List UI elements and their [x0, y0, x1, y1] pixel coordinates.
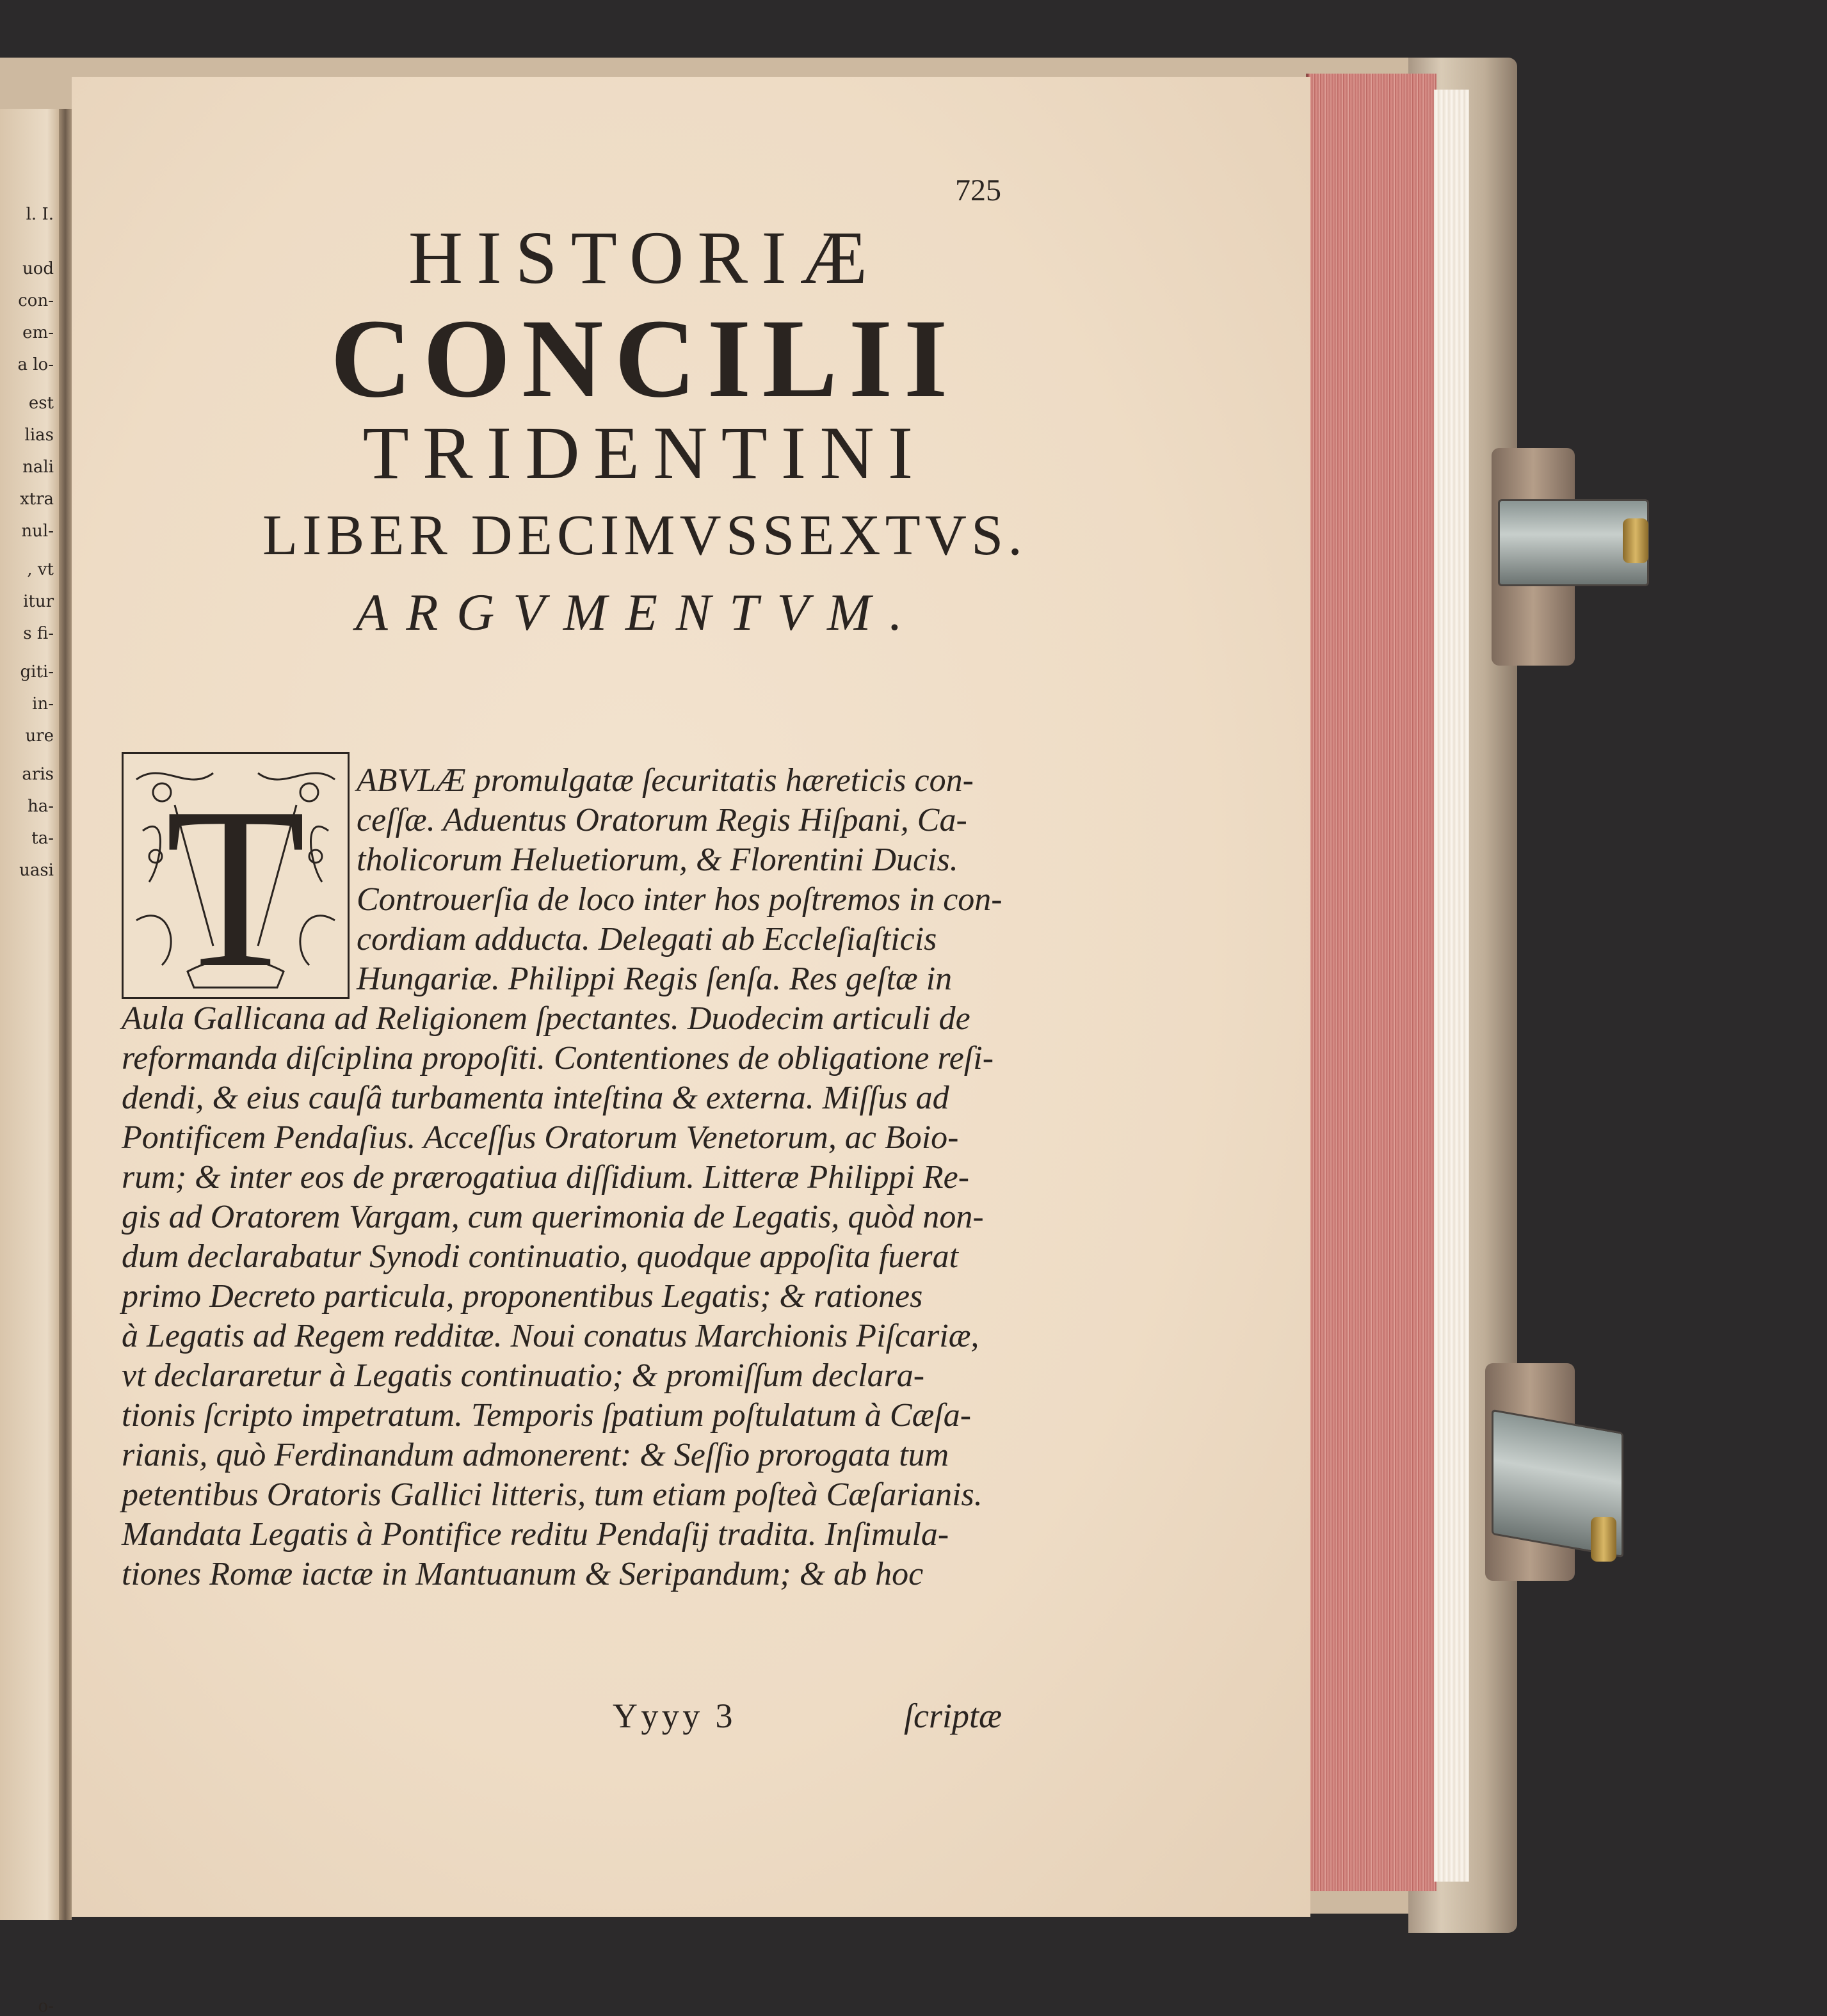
left-page-fragment: itur [23, 592, 54, 611]
left-page-fragment: uod [22, 259, 54, 278]
text-line: vt declararetur à Legatis continuatio; & promiſſum declara- [122, 1357, 925, 1394]
text-line: Aula Gallicana ad Religionem ſpectantes. Duodecim articuli de [122, 1000, 970, 1037]
left-page-fragment: lias [24, 426, 54, 445]
text-line: rum; & inter eos de prærogatiua diſſidium. Litteræ Philippi Re- [122, 1159, 970, 1196]
catchword: ſcriptæ [904, 1697, 1002, 1735]
left-page-fragment: l. I. [26, 205, 54, 224]
left-page-fragment: ta- [31, 829, 54, 848]
text-line: Pontificem Pendaſius. Acceſſus Oratorum Venetorum, ac Boio- [122, 1119, 959, 1156]
left-page-fragment: nali [22, 458, 54, 477]
text-line: tiones Romæ iactæ in Mantuanum & Seripandum; & ab hoc [122, 1556, 924, 1592]
title-line-3: TRIDENTINI [362, 411, 927, 495]
upper-clasp-pin [1623, 518, 1648, 563]
argumentum-heading: ARGVMENTVM. [355, 583, 921, 641]
text-line: tionis ſcripto impetratum. Temporis ſpatium poſtulatum à Cæſa- [122, 1397, 972, 1434]
right-page [72, 77, 1310, 1917]
text-line: ceſſæ. Aduentus Oratorum Regis Hiſpani, Ca- [357, 802, 967, 838]
left-page-fragment: o- [38, 1997, 54, 2016]
text-line: dendi, & eius cauſâ turbamenta inteſtina & externa. Miſſus ad [122, 1080, 949, 1116]
text-line: petentibus Oratoris Gallici litteris, tum etiam poſteà Cæſarianis. [122, 1476, 983, 1513]
left-page-fragment: ure [25, 726, 54, 746]
left-page-fragment: giti- [20, 662, 54, 682]
left-page-fragment: xtra [19, 490, 54, 509]
text-line: reformanda diſciplina propoſiti. Contentiones de obligatione reſi- [122, 1040, 994, 1076]
white-page-edges [1434, 90, 1469, 1882]
page-number: 725 [955, 173, 1001, 207]
text-line: rianis, quò Ferdinandum admonerent: & Seſſio prorogata tum [122, 1437, 949, 1473]
left-page-fragment: nul- [21, 522, 54, 541]
lower-clasp-pin [1591, 1517, 1616, 1562]
text-line: primo Decreto particula, proponentibus Legatis; & rationes [122, 1278, 923, 1315]
left-page-fragment: ha- [27, 797, 54, 816]
initial-letter: T [165, 760, 306, 1015]
left-page-fragment: est [28, 394, 54, 413]
text-line: cordiam adducta. Delegati ab Eccleſiaſticis [357, 921, 937, 957]
left-page-fragment: s fi- [23, 624, 54, 643]
decorated-initial [122, 752, 350, 1015]
text-line: Mandata Legatis à Pontifice reditu Pendaſij tradita. Inſimula- [122, 1516, 949, 1553]
title-line-4: LIBER DECIMVSSEXTVS. [262, 504, 1027, 567]
title-line-2: CONCILII [330, 296, 959, 421]
title-line-1: HISTORIÆ [408, 216, 881, 300]
text-line: ABVLÆ promulgatæ ſecuritatis hæreticis con- [357, 762, 974, 799]
left-page-fragment: uasi [19, 861, 54, 880]
left-page-fragment: aris [22, 765, 54, 784]
text-line: gis ad Oratorem Vargam, cum querimonia de Legatis, quòd non- [122, 1199, 984, 1235]
gutter [59, 109, 72, 1920]
left-page-fragment: a lo- [17, 355, 54, 374]
text-line: tholicorum Heluetiorum, & Florentini Ducis. [357, 842, 958, 878]
left-page-fragment: con- [18, 291, 54, 310]
red-page-edges [1306, 74, 1437, 1891]
left-page-fragment: in- [32, 694, 54, 714]
left-page-fragment: em- [22, 323, 54, 342]
text-line: Controuerſia de loco inter hos poſtremos in con- [357, 881, 1002, 918]
text-line: dum declarabatur Synodi continuatio, quodque appoſita fuerat [122, 1238, 959, 1275]
initial-ornament-icon [124, 754, 348, 1015]
text-line: à Legatis ad Regem redditæ. Noui conatus Marchionis Piſcariæ, [122, 1318, 979, 1354]
text-line: Hungariæ. Philippi Regis ſenſa. Res geſtæ in [357, 961, 953, 997]
signature-mark: Yyyy 3 [613, 1697, 736, 1735]
facing-left-page [0, 109, 59, 2016]
left-page-fragment: , vt [27, 560, 54, 579]
